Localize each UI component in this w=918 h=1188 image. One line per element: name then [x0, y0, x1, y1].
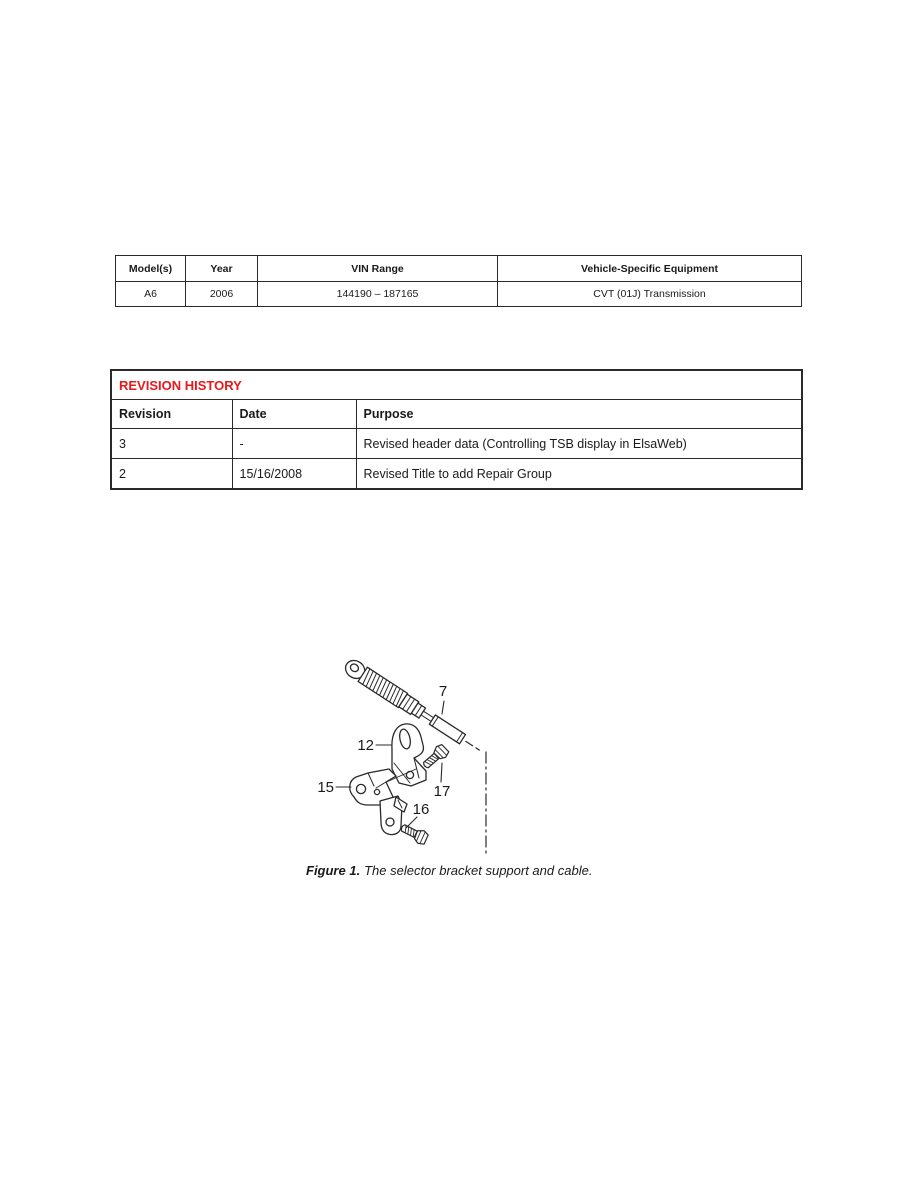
- vehicle-table-cell-equipment: CVT (01J) Transmission: [498, 282, 802, 307]
- figure-caption: [306, 863, 592, 878]
- vehicle-table-header-vin-range: VIN Range: [258, 256, 498, 282]
- leader-line-16: [406, 817, 417, 828]
- figure-caption-text: The selector bracket support and cable.: [364, 863, 593, 878]
- revision-cell-revision: 2: [111, 459, 232, 490]
- part-label-12: 12: [357, 737, 374, 754]
- revision-history-title: REVISION HISTORY: [111, 370, 802, 400]
- figure-caption-label: Figure 1.: [306, 863, 361, 878]
- lower-bolt-icon: [399, 821, 430, 846]
- vehicle-table-row: [116, 282, 802, 307]
- vehicle-table-cell-vin-range: 144190 – 187165: [258, 282, 498, 307]
- upper-bolt-icon: [420, 743, 450, 772]
- revision-cell-date: 15/16/2008: [232, 459, 356, 490]
- part-label-15: 15: [317, 779, 334, 796]
- part-label-7: 7: [438, 683, 448, 700]
- upper-bracket-icon: [392, 724, 426, 786]
- revision-cell-date: -: [232, 429, 356, 459]
- revision-cell-purpose: Revised header data (Controlling TSB display in ElsaWeb): [356, 429, 802, 459]
- revision-cell-revision: 3: [111, 429, 232, 459]
- mounting-tab-hole: [386, 818, 394, 826]
- vehicle-table-cell-year: 2006: [186, 282, 258, 307]
- revision-history-row: [111, 429, 802, 459]
- selector-bracket-diagram: [290, 645, 510, 860]
- leader-line-7: [442, 701, 444, 714]
- leader-line-17: [441, 763, 442, 782]
- vehicle-table-cell-model: A6: [116, 282, 186, 307]
- revision-history-header-purpose: Purpose: [356, 400, 802, 429]
- vehicle-table-header-year: Year: [186, 256, 258, 282]
- vehicle-table-header-row: [116, 256, 802, 282]
- revision-history-header-row: [111, 400, 802, 429]
- vehicle-table-header-models: Model(s): [116, 256, 186, 282]
- revision-cell-purpose: Revised Title to add Repair Group: [356, 459, 802, 490]
- revision-history-title-row: [111, 370, 802, 400]
- part-label-17: 17: [433, 783, 451, 800]
- part-label-16: 16: [412, 801, 430, 818]
- revision-history-header-date: Date: [232, 400, 356, 429]
- vehicle-table-header-equipment: Vehicle-Specific Equipment: [498, 256, 802, 282]
- revision-history-header-revision: Revision: [111, 400, 232, 429]
- revision-history-row: [111, 459, 802, 490]
- cable-axis-dash: [466, 741, 479, 750]
- vehicle-table: [115, 255, 802, 307]
- lower-bracket-hole: [356, 784, 365, 793]
- cable-sleeve: [429, 715, 465, 744]
- revision-history-table: [110, 369, 803, 490]
